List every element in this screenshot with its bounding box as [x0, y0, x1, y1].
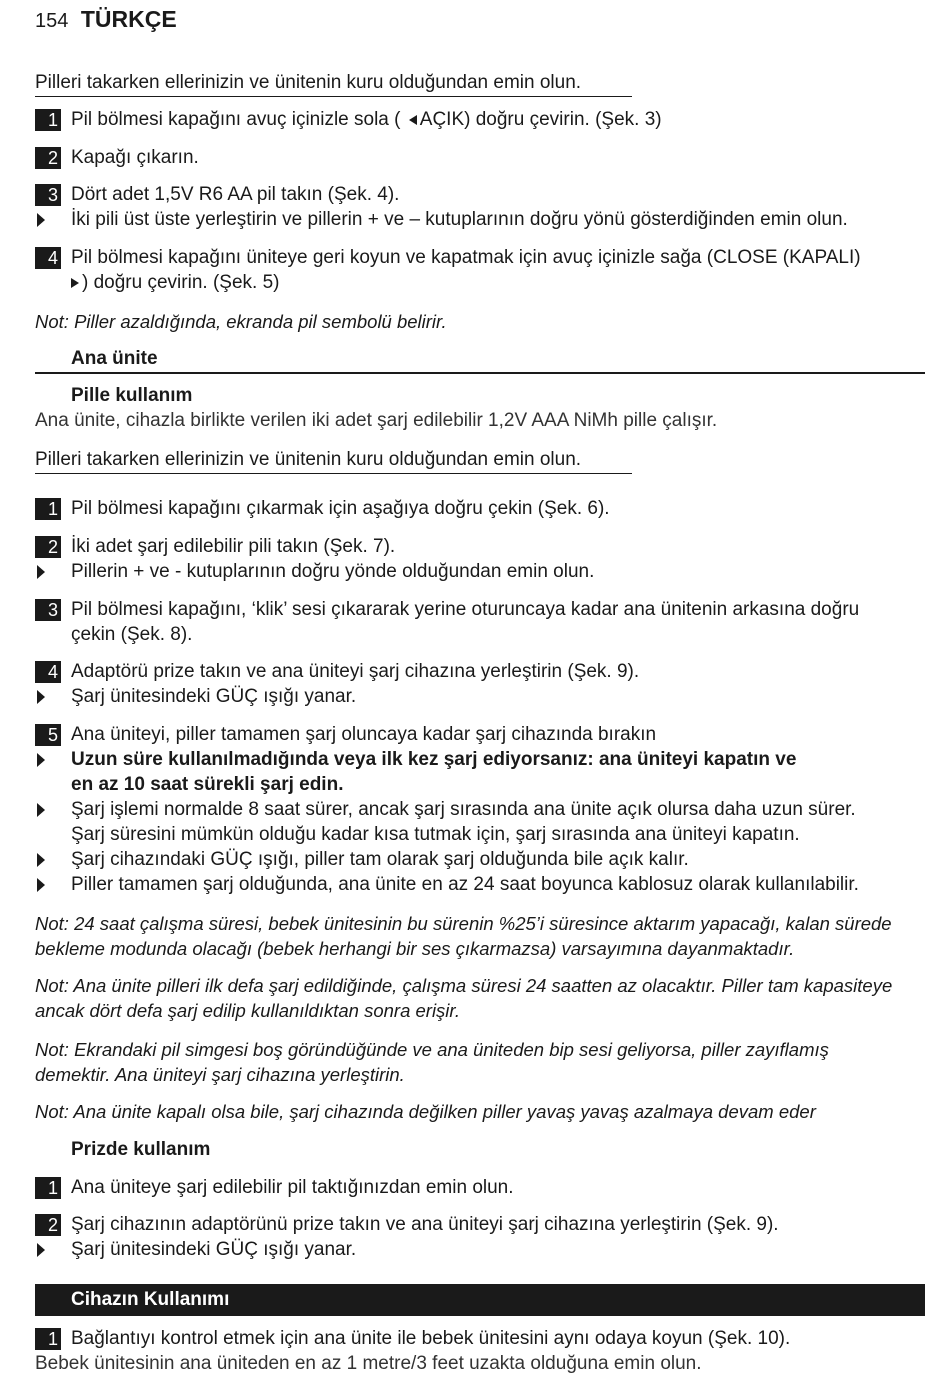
- step-text: Pil bölmesi kapağını, ‘klik’ sesi çıkararak yerine oturuncaya kadar ana ünitenin arkasına doğru: [71, 599, 860, 620]
- section-heading: Cihazın Kullanımı: [71, 1289, 230, 1310]
- step-number: 1: [35, 1177, 61, 1199]
- note-continued: ancak dört defa şarj edilip kullanıldıktan sonra erişir.: [35, 1000, 461, 1021]
- bullet-icon: [37, 690, 45, 704]
- note: Not: Ana ünite kapalı olsa bile, şarj cihazında değilken piller yavaş yavaş azalmaya devam eder: [35, 1101, 816, 1122]
- step-text: [71, 107, 662, 132]
- step-number: 5: [35, 724, 61, 746]
- page-header: [35, 6, 177, 33]
- note-continued: demektir. Ana üniteyi şarj cihazına yerleştirin.: [35, 1064, 405, 1085]
- note: Not: Ekrandaki pil simgesi boş göründüğünde ve ana üniteden bip sesi geliyorsa, piller zayıflamış: [35, 1039, 829, 1060]
- section-text: Bebek ünitesinin ana üniteden en az 1 metre/3 feet uzakta olduğuna emin olun.: [35, 1353, 702, 1374]
- step-text: Kapağı çıkarın.: [71, 147, 199, 168]
- page-number: 154: [35, 10, 69, 32]
- step-text: Pil bölmesi kapağını üniteye geri koyun ve kapatmak için avuç içinizle sağa (CLOSE (KAPALI): [71, 247, 861, 268]
- bullet-icon: [37, 803, 45, 817]
- note: Not: Piller azaldığında, ekranda pil sembolü belirir.: [35, 311, 447, 332]
- step-text: Ana üniteye şarj edilebilir pil taktığınızdan emin olun.: [71, 1177, 514, 1198]
- bullet-text: Şarj ünitesindeki GÜÇ ışığı yanar.: [71, 1239, 357, 1260]
- bullet-text: Pillerin + ve - kutuplarının doğru yönde olduğundan emin olun.: [71, 561, 595, 582]
- bullet-text: Şarj ünitesindeki GÜÇ ışığı yanar.: [71, 686, 357, 707]
- section-text: Ana ünite, cihazla birlikte verilen iki adet şarj edilebilir 1,2V AAA NiMh pille çalışır.: [35, 410, 718, 431]
- note: Not: 24 saat çalışma süresi, bebek ünitesinin bu sürenin %25’i süresince aktarım yapacağı, kalan sürede: [35, 913, 892, 934]
- step-text: Dört adet 1,5V R6 AA pil takın (Şek. 4).: [71, 184, 400, 205]
- battery-intro: Pilleri takarken ellerinizin ve ünitenin kuru olduğundan emin olun.: [35, 70, 632, 97]
- section-divider: [35, 372, 925, 374]
- step-number: 2: [35, 536, 61, 558]
- arrow-left-icon: [409, 115, 417, 125]
- step-text-continued: çekin (Şek. 8).: [71, 624, 193, 645]
- bullet-icon: [37, 565, 45, 579]
- step-text: Adaptörü prize takın ve ana üniteyi şarj cihazına yerleştirin (Şek. 9).: [71, 661, 640, 682]
- bullet-text-bold: Uzun süre kullanılmadığında veya ilk kez şarj ediyorsanız: ana üniteyi kapatın ve: [71, 749, 797, 770]
- bullet-icon: [37, 878, 45, 892]
- bullet-icon: [37, 853, 45, 867]
- step-number: 1: [35, 498, 61, 520]
- step-number: 3: [35, 184, 61, 206]
- bullet-text-continued: Şarj süresini mümkün olduğu kadar kısa tutmak için, şarj sırasında ana üniteyi kapatın.: [71, 824, 800, 845]
- step-number: 1: [35, 1328, 61, 1350]
- bullet-text: Piller tamamen şarj olduğunda, ana ünite en az 24 saat boyunca kablosuz olarak kullanılabilir.: [71, 874, 859, 895]
- bullet-icon: [37, 753, 45, 767]
- step-text: İki adet şarj edilebilir pili takın (Şek. 7).: [71, 536, 396, 557]
- step-text: Ana üniteyi, piller tamamen şarj oluncaya kadar şarj cihazında bırakın: [71, 724, 657, 745]
- subsection-heading: Prizde kullanım: [71, 1139, 211, 1160]
- section-heading: Ana ünite: [71, 348, 158, 369]
- bullet-text: İki pili üst üste yerleştirin ve pillerin + ve – kutuplarının doğru yönü gösterdiğinden emin olun.: [71, 209, 848, 230]
- step-text-continued: [71, 270, 279, 295]
- bullet-icon: [37, 1243, 45, 1257]
- subsection-heading: Pille kullanım: [71, 385, 193, 406]
- step-text-part: ) doğru çevirin. (Şek. 5): [82, 272, 280, 293]
- step-number: 3: [35, 599, 61, 621]
- step-number: 4: [35, 247, 61, 269]
- bullet-text-bold-continued: en az 10 saat sürekli şarj edin.: [71, 774, 344, 795]
- step-text: Bağlantıyı kontrol etmek için ana ünite ile bebek ünitesini aynı odaya koyun (Şek. 10).: [71, 1328, 791, 1349]
- step-text-part: Pil bölmesi kapağını avuç içinizle sola (: [71, 109, 401, 130]
- bullet-text: Şarj cihazındaki GÜÇ ışığı, piller tam olarak şarj olduğunda bile açık kalır.: [71, 849, 689, 870]
- note-continued: bekleme modunda olacağı (bebek herhangi bir ses çıkarmazsa) varsayımına dayanmaktadır.: [35, 938, 795, 959]
- step-number: 4: [35, 661, 61, 683]
- step-number: 2: [35, 1214, 61, 1236]
- bullet-icon: [37, 213, 45, 227]
- page-language-title: TÜRKÇE: [80, 6, 177, 32]
- arrow-right-icon: [71, 278, 79, 288]
- step-number: 1: [35, 109, 61, 131]
- battery-intro: Pilleri takarken ellerinizin ve ünitenin kuru olduğundan emin olun.: [35, 447, 632, 474]
- bullet-text: Şarj işlemi normalde 8 saat sürer, ancak şarj sırasında ana ünite açık olursa daha uzun sürer.: [71, 799, 856, 820]
- step-text-part: AÇIK) doğru çevirin. (Şek. 3): [419, 109, 662, 130]
- step-text: Şarj cihazının adaptörünü prize takın ve ana üniteyi şarj cihazına yerleştirin (Şek. 9).: [71, 1214, 779, 1235]
- step-number: 2: [35, 147, 61, 169]
- note: Not: Ana ünite pilleri ilk defa şarj edildiğinde, çalışma süresi 24 saatten az olacaktır. Piller tam kapasiteye: [35, 975, 893, 996]
- section-heading-bar: [35, 1284, 925, 1316]
- step-text: Pil bölmesi kapağını çıkarmak için aşağıya doğru çekin (Şek. 6).: [71, 498, 610, 519]
